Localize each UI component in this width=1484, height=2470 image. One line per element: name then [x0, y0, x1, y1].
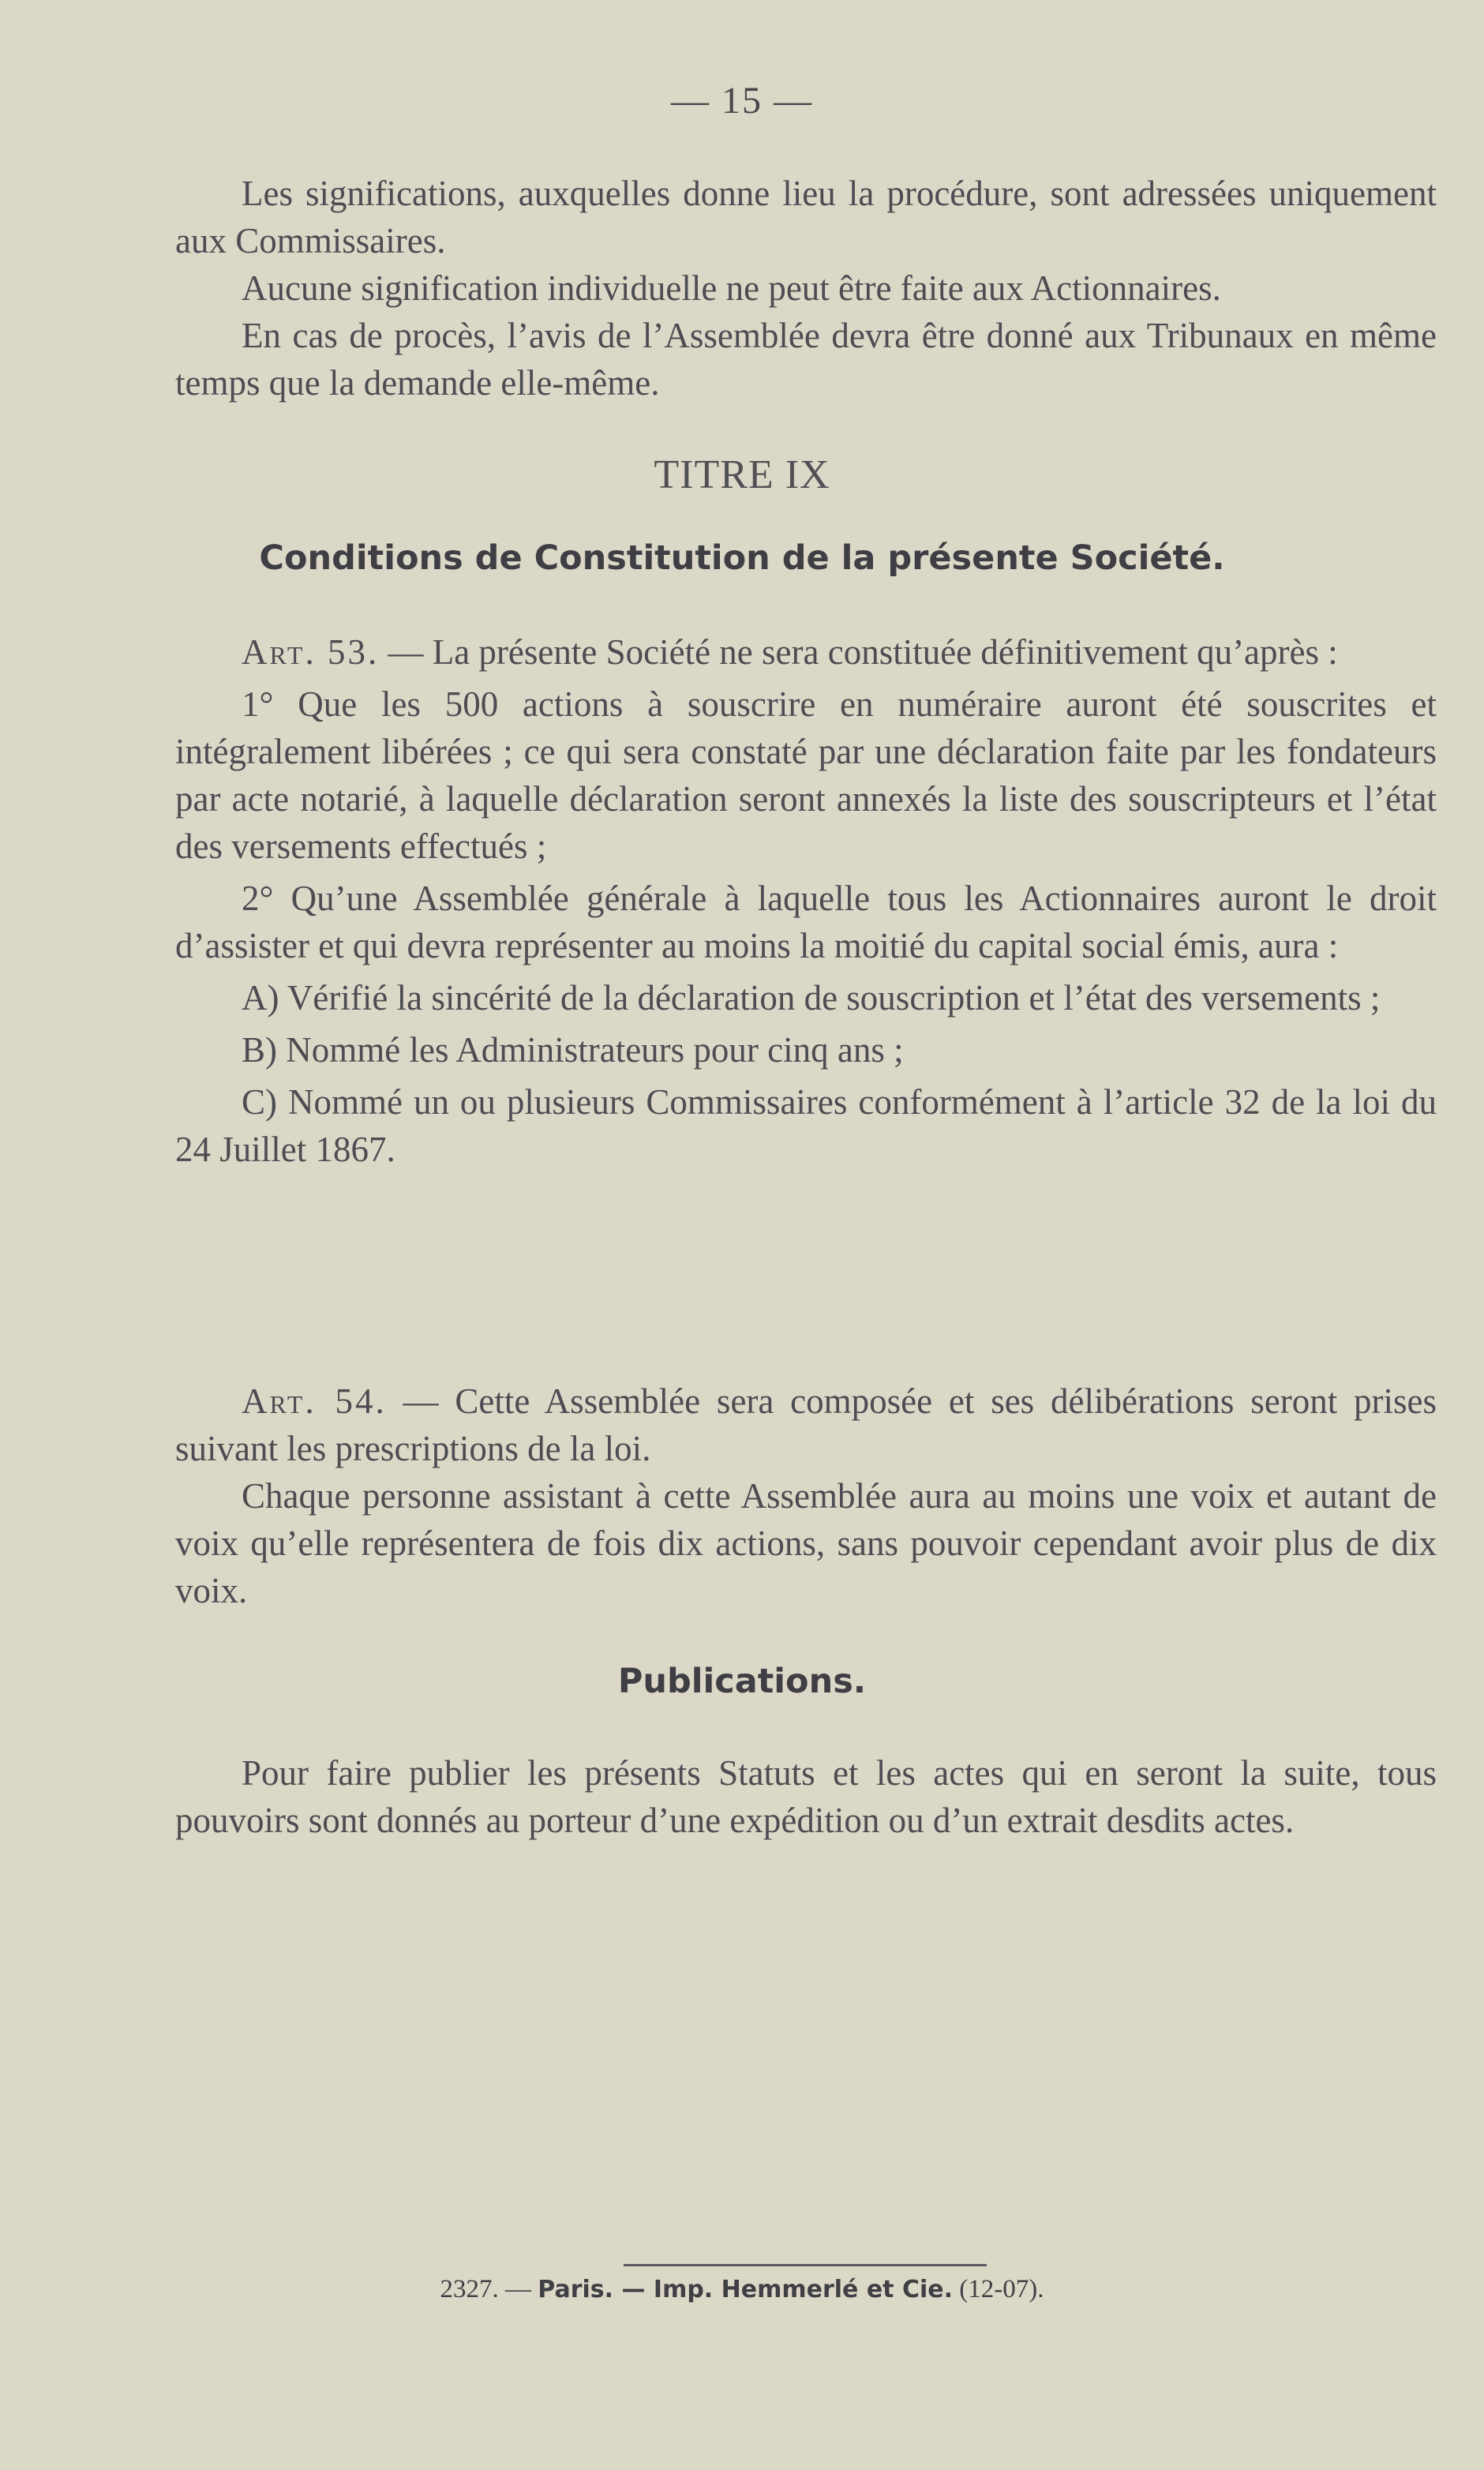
article-53-heading: [175, 628, 1437, 676]
printer-footer: [0, 2275, 1484, 2304]
footer-number: 2327. —: [440, 2275, 538, 2303]
page-number: — 15 —: [671, 80, 813, 122]
intro-section: [175, 170, 1437, 407]
footer-divider: [624, 2264, 987, 2266]
section-subtitle: Conditions de Constitution de la présente Société.: [259, 538, 1225, 578]
article-text: — Cette Assemblée sera composée et ses délibérations seront prises suivant les prescriptions de la loi.: [175, 1381, 1437, 1468]
publications-heading: Publications.: [617, 1662, 867, 1701]
article-text: — La présente Société ne sera constituée définitivement qu’après :: [379, 632, 1338, 672]
article-item: Chaque personne assistant à cette Assemblée aura au moins une voix et autant de voix qu’elle représentera de fois dix actions, sans pouvoir cependant avoir plus de dix voix.: [175, 1476, 1437, 1610]
article-item: 1° Que les 500 actions à souscrire en numéraire auront été souscrites et intégralement libérées ; ce qui sera constaté par une déclaration faite par les fondateurs par acte notarié, à laquelle déclaration seront annexés la liste des souscripteurs et l’état des versements effectués ;: [175, 684, 1437, 866]
publications-paragraph: Pour faire publier les présents Statuts et les actes qui en seront la suite, tous pouvoirs sont donnés au porteur d’une expédition ou d’un extrait desdits actes.: [175, 1753, 1437, 1840]
article-label: Art. 54.: [242, 1381, 387, 1421]
intro-paragraph: Aucune signification individuelle ne peut être faite aux Actionnaires.: [242, 268, 1221, 308]
article-54-heading: [175, 1377, 1437, 1472]
article-item: B) Nommé les Administrateurs pour cinq ans ;: [242, 1030, 904, 1070]
article-item: 2° Qu’une Assemblée générale à laquelle tous les Actionnaires auront le droit d’assister et qui devra représenter au moins la moitié du capital social émis, aura :: [175, 879, 1437, 965]
intro-paragraph: Les significations, auxquelles donne lieu la procédure, sont adressées uniquement aux Commissaires.: [175, 174, 1437, 260]
article-item: C) Nommé un ou plusieurs Commissaires conformément à l’article 32 de la loi du 24 Juillet 1867.: [175, 1082, 1437, 1169]
footer-date: (12-07).: [953, 2275, 1044, 2303]
section-title: TITRE IX: [654, 452, 830, 497]
footer-imprint: Paris. — Imp. Hemmerlé et Cie.: [538, 2276, 954, 2303]
article-item: A) Vérifié la sincérité de la déclaration de souscription et l’état des versements ;: [242, 978, 1381, 1018]
article-54: [175, 1377, 1437, 1614]
article-label: Art. 53.: [242, 632, 380, 672]
publications-section: [175, 1749, 1437, 1844]
article-53: [175, 628, 1437, 1178]
intro-paragraph: En cas de procès, l’avis de l’Assemblée devra être donné aux Tribunaux en même temps que la demande elle-même.: [175, 316, 1437, 403]
